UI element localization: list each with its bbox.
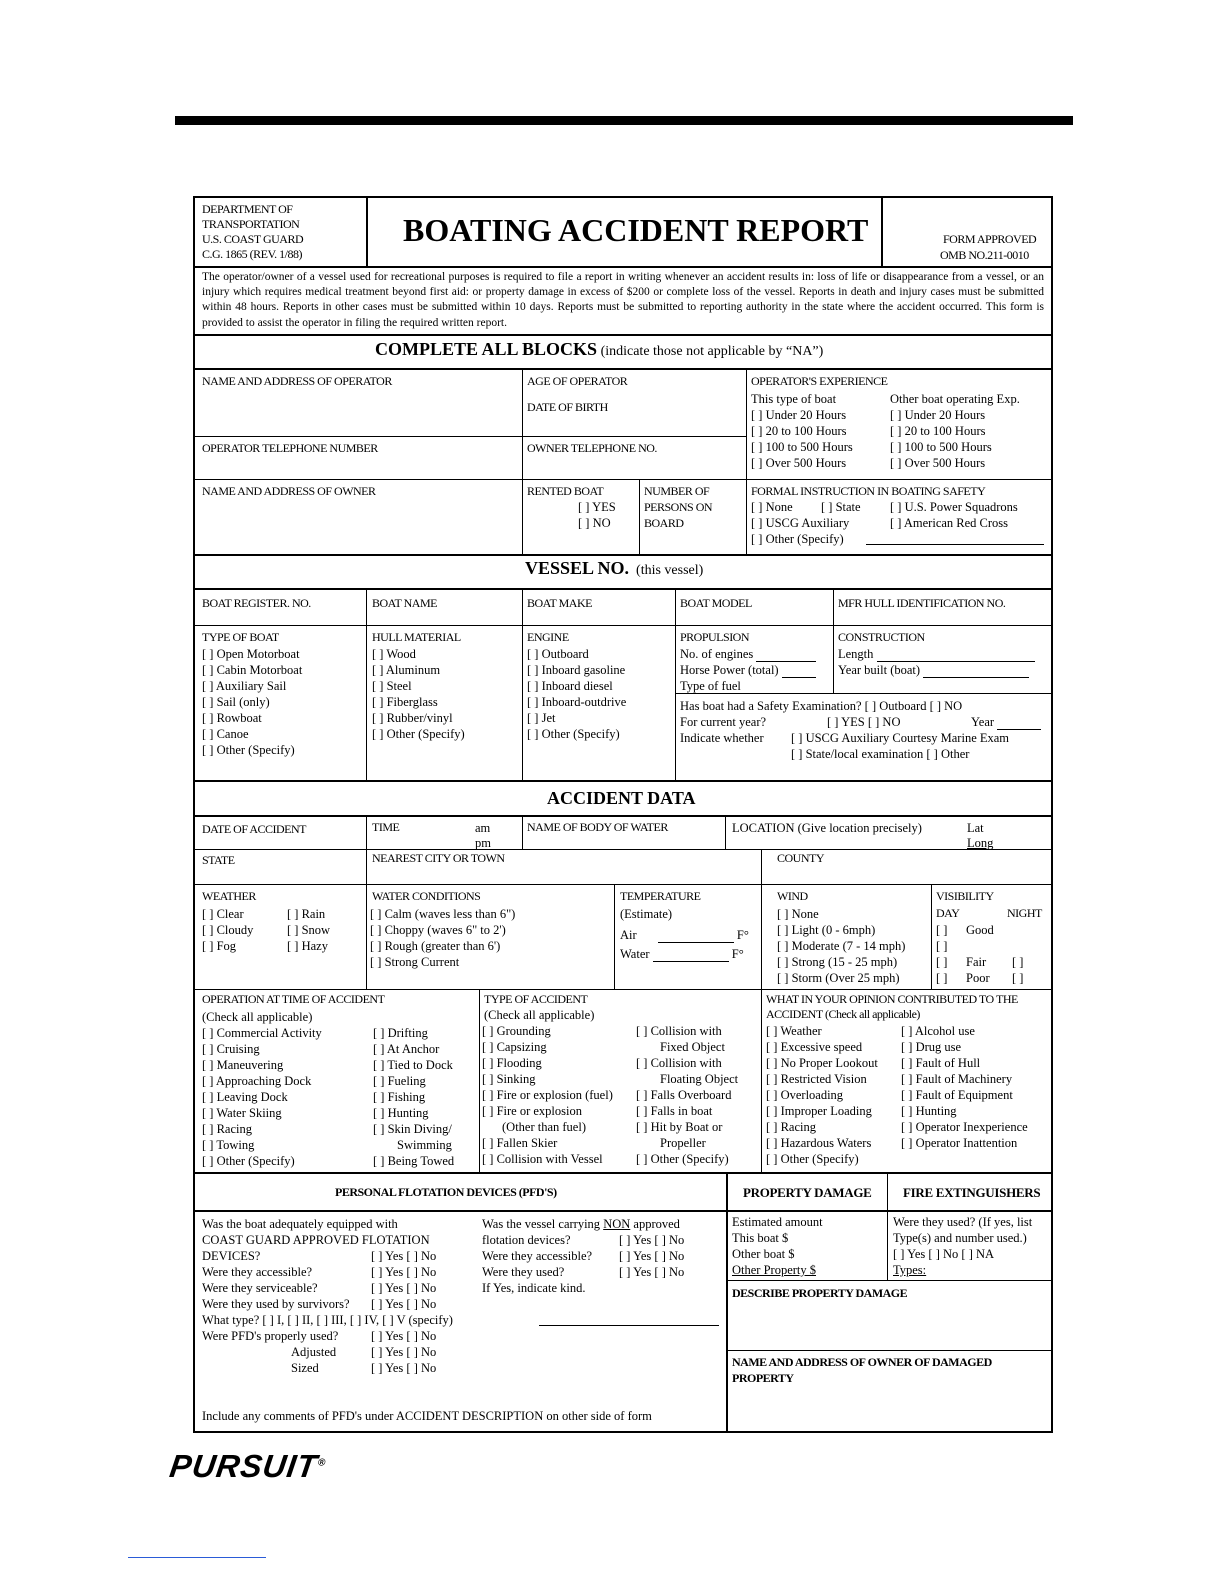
contributing-factor-option[interactable]: [ ] Operator Inattention: [901, 1136, 1018, 1150]
nearest-city-label: NEAREST CITY OR TOWN: [372, 851, 505, 865]
exam-year[interactable]: [971, 714, 1041, 730]
other-experience-option[interactable]: [ ] Under 20 Hours: [890, 408, 986, 422]
wind-title: WIND: [777, 889, 808, 903]
persons-on-board-label: BOARD: [644, 516, 684, 530]
property-damage-line[interactable]: This boat $: [732, 1231, 789, 1245]
complete-all-blocks-bold: COMPLETE ALL BLOCKS: [375, 339, 598, 359]
other-experience-option[interactable]: [ ] 20 to 100 Hours: [890, 424, 986, 438]
water-temp-unit: F°: [731, 947, 744, 961]
pursuit-logo-text: PURSUIT: [167, 1448, 321, 1484]
top-rule: [175, 116, 1073, 125]
type-of-boat-option[interactable]: [ ] Canoe: [202, 727, 249, 741]
boat-register-no-label: BOAT REGISTER. NO.: [202, 596, 311, 610]
operation-option[interactable]: [ ] Water Skiing: [202, 1106, 282, 1120]
accident-type-option[interactable]: [ ] Hit by Boat or: [636, 1120, 723, 1134]
engine-option[interactable]: [ ] Inboard diesel: [527, 679, 613, 693]
non-approved-yes-no[interactable]: [ ] Yes [ ] No: [619, 1233, 685, 1247]
contributing-factor-option[interactable]: [ ] Fault of Hull: [901, 1056, 981, 1070]
weather-option[interactable]: [ ] Rain: [287, 907, 326, 921]
contributed-sub: ACCIDENT (Check all applicable): [766, 1007, 920, 1021]
pfd-adjusted-yes-no[interactable]: [ ] Yes [ ] No: [371, 1345, 437, 1359]
contributing-factor-option[interactable]: [ ] Other (Specify): [766, 1152, 859, 1166]
property-damage-line[interactable]: Other Property $: [732, 1263, 817, 1277]
propulsion-title: PROPULSION: [680, 630, 750, 644]
operation-option[interactable]: [ ] Fishing: [373, 1090, 426, 1104]
engine-option[interactable]: [ ] Outboard: [527, 647, 589, 661]
fire-extinguisher-lines: [893, 1214, 1032, 1278]
fire-extinguisher-line: Were they used? (If yes, list: [893, 1215, 1033, 1229]
body-of-water-label: NAME OF BODY OF WATER: [527, 820, 668, 834]
water-condition-option[interactable]: [ ] Rough (greater than 6'): [370, 939, 501, 953]
pfd-properly-used-yes-no[interactable]: [ ] Yes [ ] No: [371, 1329, 437, 1343]
operator-age-label: AGE OF OPERATOR: [527, 374, 628, 388]
accident-type-option[interactable]: [ ] Collision with: [636, 1024, 722, 1038]
water-conditions-title: WATER CONDITIONS: [372, 889, 481, 903]
exam-year-label: Year: [971, 715, 995, 729]
contributing-factor-option[interactable]: [ ] Drug use: [901, 1040, 962, 1054]
experience-option[interactable]: [ ] Under 20 Hours: [751, 408, 847, 422]
wind-option[interactable]: [ ] Strong (15 - 25 mph): [777, 955, 898, 969]
date-of-accident-label: DATE OF ACCIDENT: [202, 822, 307, 836]
contributing-factor-option[interactable]: [ ] Alcohol use: [901, 1024, 975, 1038]
uscg-courtesy-exam-option[interactable]: [ ] USCG Auxiliary Courtesy Marine Exam: [791, 731, 1010, 745]
type-of-accident-list-2: [636, 1023, 738, 1167]
experience-option[interactable]: [ ] 100 to 500 Hours: [751, 440, 853, 454]
contributing-factor-option[interactable]: [ ] No Proper Lookout: [766, 1056, 878, 1070]
other-experience-option[interactable]: [ ] Over 500 Hours: [890, 456, 986, 470]
vessel-no-heading: [525, 560, 703, 579]
operation-option[interactable]: [ ] Approaching Dock: [202, 1074, 312, 1088]
formal-instruction-title: FORMAL INSTRUCTION IN BOATING SAFETY: [751, 484, 986, 498]
pfd-footer-note: Include any comments of PFD's under ACCIDENT DESCRIPTION on other side of form: [202, 1409, 652, 1423]
accident-type-option[interactable]: [ ] Fallen Skier: [482, 1136, 558, 1150]
water-condition-option[interactable]: [ ] Choppy (waves 6" to 2'): [370, 923, 506, 937]
pfd-what-type[interactable]: What type? [ ] I, [ ] II, [ ] III, [ ] IV, [ ] V (specify): [202, 1313, 453, 1327]
omb-number: OMB NO.211-0010: [940, 248, 1029, 262]
latitude-label: Lat: [967, 821, 984, 835]
weather-option[interactable]: [ ] Hazy: [287, 939, 328, 953]
engine-option[interactable]: [ ] Inboard gasoline: [527, 663, 626, 677]
year-built-field[interactable]: [923, 677, 1029, 678]
pfd-right-answers: [619, 1232, 684, 1280]
property-damage-line: Estimated amount: [732, 1215, 823, 1229]
pfd-question: Was the boat adequately equipped with: [202, 1217, 398, 1231]
pfd-yes-no[interactable]: [ ] Yes [ ] No: [371, 1297, 437, 1311]
visibility-day: DAY: [936, 906, 960, 920]
air-temp[interactable]: [620, 927, 749, 943]
hull-material-option[interactable]: [ ] Wood: [372, 647, 416, 661]
operator-telephone-label: OPERATOR TELEPHONE NUMBER: [202, 441, 378, 455]
operation-title: OPERATION AT TIME OF ACCIDENT: [202, 992, 385, 1006]
operation-option[interactable]: [ ] Racing: [202, 1122, 252, 1136]
non-approved-question: [482, 1216, 680, 1232]
contributing-factor-option[interactable]: [ ] Excessive speed: [766, 1040, 863, 1054]
vessel-no-bold: VESSEL NO.: [525, 558, 630, 578]
boat-name-label: BOAT NAME: [372, 596, 437, 610]
contributed-list-1: [766, 1023, 878, 1167]
accident-type-option[interactable]: [ ] Capsizing: [482, 1040, 547, 1054]
weather-option[interactable]: [ ] Clear: [202, 907, 244, 921]
accident-type-option[interactable]: [ ] Fire or explosion: [482, 1104, 582, 1118]
year-built[interactable]: [838, 662, 1029, 678]
pfd-question: Were they accessible?: [202, 1265, 313, 1279]
air-temp-field[interactable]: [658, 942, 734, 943]
water-condition-option[interactable]: [ ] Calm (waves less than 6"): [370, 907, 516, 921]
non-approved-question-b: approved: [630, 1217, 680, 1231]
non-approved-yes-no[interactable]: [ ] Yes [ ] No: [619, 1265, 685, 1279]
accident-type-option-cont: (Other than fuel): [502, 1120, 586, 1134]
wind-list: [777, 906, 905, 986]
temperature-estimate: (Estimate): [620, 907, 673, 921]
pfd-yes-no[interactable]: [ ] Yes [ ] No: [371, 1281, 437, 1295]
engine-option[interactable]: [ ] Inboard-outdrive: [527, 695, 627, 709]
experience-option[interactable]: [ ] Over 500 Hours: [751, 456, 847, 470]
visibility-day-good[interactable]: [ ]: [936, 923, 948, 937]
water-temp-label: Water: [620, 947, 650, 961]
state-label: STATE: [202, 853, 235, 867]
vessel-no-note: (this vessel): [636, 563, 704, 578]
date-of-birth-label: DATE OF BIRTH: [527, 400, 608, 414]
pfd-question: Were they serviceable?: [202, 1281, 318, 1295]
pfd-adjusted: Adjusted: [291, 1345, 337, 1359]
water-temp[interactable]: [620, 946, 744, 962]
visibility-night-poor[interactable]: [ ]: [1012, 971, 1024, 985]
boat-make-label: BOAT MAKE: [527, 596, 592, 610]
air-temp-label: Air: [620, 928, 637, 942]
rented-no-checkbox[interactable]: [ ] NO: [578, 516, 611, 530]
contributing-factor-option[interactable]: [ ] Operator Inexperience: [901, 1120, 1028, 1134]
operation-option[interactable]: [ ] Leaving Dock: [202, 1090, 288, 1104]
type-of-boat-option[interactable]: [ ] Auxiliary Sail: [202, 679, 287, 693]
indicate-whether-label: Indicate whether: [680, 731, 764, 745]
accident-type-option[interactable]: [ ] Falls in boat: [636, 1104, 713, 1118]
engine-title: ENGINE: [527, 630, 569, 644]
fire-extinguishers-title: FIRE EXTINGUISHERS: [903, 1185, 1041, 1200]
complete-all-blocks: [375, 341, 823, 360]
complete-all-blocks-note: (indicate those not applicable by “NA”): [597, 344, 824, 359]
type-of-boat-option[interactable]: [ ] Sail (only): [202, 695, 270, 709]
am-option[interactable]: am: [475, 821, 491, 835]
non-approved-yes-no[interactable]: [ ] Yes [ ] No: [619, 1249, 685, 1263]
accident-type-option[interactable]: [ ] Other (Specify): [636, 1152, 729, 1166]
intro-paragraph: The operator/owner of a vessel used for recreational purposes is required to file a report in writing whenever an accident results in: loss of life or disappearance from a vessel, or an injury which requires medical treatment beyond first aid: or property damage in excess of $200 or complete loss of the vessel. Reports in death and injury cases must be submitted within 48 hours. Reports in other cases must be submitted within 10 days. Reports must be submitted to reporting authority in the state where the accident occurred. This form is provided to assist the operator in filing the required written report.: [202, 271, 1044, 329]
rented-boat-label: RENTED BOAT: [527, 484, 604, 498]
horse-power-label: Horse Power (total): [680, 663, 779, 677]
hull-material-option[interactable]: [ ] Other (Specify): [372, 727, 465, 741]
fire-extinguisher-line: Type(s) and number used.): [893, 1231, 1027, 1245]
visibility-night: NIGHT: [1007, 906, 1042, 920]
operation-option[interactable]: [ ] Being Towed: [373, 1154, 455, 1168]
hull-material-option[interactable]: [ ] Fiberglass: [372, 695, 438, 709]
type-of-boat-list: [202, 646, 302, 758]
engine-option[interactable]: [ ] Jet: [527, 711, 556, 725]
no-of-engines[interactable]: [680, 646, 816, 662]
pfd-sized-yes-no[interactable]: [ ] Yes [ ] No: [371, 1361, 437, 1375]
length[interactable]: [838, 646, 1035, 662]
length-label: Length: [838, 647, 874, 661]
owner-name-address-label: NAME AND ADDRESS OF OWNER: [202, 484, 376, 498]
accident-type-option-cont: Fixed Object: [660, 1040, 725, 1054]
contributing-factor-option[interactable]: [ ] Weather: [766, 1024, 822, 1038]
weather-option[interactable]: [ ] Cloudy: [202, 923, 254, 937]
boating-accident-report-form: [193, 196, 1053, 1433]
experience-col2-head: Other boat operating Exp.: [890, 392, 1020, 406]
experience-option[interactable]: [ ] 20 to 100 Hours: [751, 424, 847, 438]
visibility-day-poor[interactable]: [ ]: [936, 971, 948, 985]
time-label: TIME: [372, 820, 400, 834]
instruction-power-squadrons[interactable]: [ ] U.S. Power Squadrons: [890, 500, 1018, 514]
accident-type-option[interactable]: [ ] Fire or explosion (fuel): [482, 1088, 613, 1102]
fire-extinguisher-line[interactable]: Types:: [893, 1263, 927, 1277]
operation-option[interactable]: [ ] Commercial Activity: [202, 1026, 322, 1040]
form-approved: FORM APPROVED: [943, 232, 1037, 246]
operation-option[interactable]: [ ] Skin Diving/: [373, 1122, 452, 1136]
contributing-factor-option[interactable]: [ ] Racing: [766, 1120, 816, 1134]
operation-option-cont: Swimming: [397, 1138, 452, 1152]
type-of-boat-option[interactable]: [ ] Cabin Motorboat: [202, 663, 303, 677]
wind-option[interactable]: [ ] Moderate (7 - 14 mph): [777, 939, 906, 953]
non-approved-label: Were they accessible?: [482, 1249, 593, 1263]
accident-type-option-cont: Propeller: [660, 1136, 706, 1150]
type-of-accident-title: TYPE OF ACCIDENT: [484, 992, 588, 1006]
visibility-poor-label: Poor: [966, 971, 990, 985]
year-built-label: Year built (boat): [838, 663, 921, 677]
operation-option[interactable]: [ ] Cruising: [202, 1042, 260, 1056]
accident-type-option-cont: Floating Object: [660, 1072, 739, 1086]
water-temp-field[interactable]: [653, 961, 729, 962]
rented-yes-checkbox[interactable]: [ ] YES: [578, 500, 616, 514]
persons-on-board-label: NUMBER OF: [644, 484, 710, 498]
instruction-state[interactable]: [ ] State: [821, 500, 861, 514]
type-of-boat-option[interactable]: [ ] Open Motorboat: [202, 647, 300, 661]
pm-option[interactable]: pm: [475, 836, 491, 850]
pfd-title: PERSONAL FLOTATION DEVICES (PFD'S): [335, 1185, 557, 1199]
accident-type-option[interactable]: [ ] Sinking: [482, 1072, 536, 1086]
type-of-fuel[interactable]: [680, 678, 820, 694]
agency-line-3: U.S. COAST GUARD: [202, 232, 304, 246]
horse-power[interactable]: [680, 662, 816, 678]
contributed-list-2: [901, 1023, 1028, 1151]
non-approved-label: flotation devices?: [482, 1233, 571, 1247]
pfd-sized: Sized: [291, 1361, 319, 1375]
other-experience-option[interactable]: [ ] 100 to 500 Hours: [890, 440, 992, 454]
non-approved-label: If Yes, indicate kind.: [482, 1281, 586, 1295]
type-of-fuel-label: Type of fuel: [680, 679, 741, 693]
type-of-accident-list-1: [482, 1023, 613, 1167]
weather-option[interactable]: [ ] Fog: [202, 939, 237, 953]
contributing-factor-option[interactable]: [ ] Overloading: [766, 1088, 844, 1102]
non-approved-question-u: NON: [603, 1217, 631, 1231]
accident-type-option[interactable]: [ ] Collision with Vessel: [482, 1152, 603, 1166]
pfd-properly-used: Were PFD's properly used?: [202, 1329, 339, 1343]
pfd-yes-no[interactable]: [ ] Yes [ ] No: [371, 1265, 437, 1279]
water-condition-option[interactable]: [ ] Strong Current: [370, 955, 460, 969]
water-conditions-list: [370, 906, 515, 970]
location-label: LOCATION (Give location precisely): [732, 821, 922, 835]
no-of-engines-label: No. of engines: [680, 647, 754, 661]
operator-experience-title: OPERATOR'S EXPERIENCE: [751, 374, 888, 388]
contributing-factor-option[interactable]: [ ] Improper Loading: [766, 1104, 872, 1118]
property-damage-title: PROPERTY DAMAGE: [743, 1185, 872, 1200]
air-temp-unit: F°: [736, 928, 749, 942]
hull-material-title: HULL MATERIAL: [372, 630, 461, 644]
accident-data-heading: ACCIDENT DATA: [547, 788, 696, 808]
agency-line-2: TRANSPORTATION: [202, 217, 300, 231]
type-of-boat-title: TYPE OF BOAT: [202, 630, 279, 644]
accident-type-option[interactable]: [ ] Collision with: [636, 1056, 722, 1070]
temperature-title: TEMPERATURE: [620, 889, 701, 903]
visibility-day-fair[interactable]: [ ]: [936, 955, 948, 969]
experience-col1-head: This type of boat: [751, 392, 837, 406]
fire-extinguisher-line[interactable]: [ ] Yes [ ] No [ ] NA: [893, 1247, 995, 1261]
engine-list: [527, 646, 626, 742]
pfd-yes-no[interactable]: [ ] Yes [ ] No: [371, 1249, 437, 1263]
pfd-right-labels: [482, 1232, 592, 1296]
instruction-other[interactable]: [ ] Other (Specify): [751, 532, 844, 546]
hull-material-option[interactable]: [ ] Aluminum: [372, 663, 441, 677]
accident-type-option[interactable]: [ ] Falls Overboard: [636, 1088, 732, 1102]
agency-line-1: DEPARTMENT OF: [202, 202, 293, 216]
construction-title: CONSTRUCTION: [838, 630, 925, 644]
non-approved-label: Were they used?: [482, 1265, 565, 1279]
owner-telephone-label: OWNER TELEPHONE NO.: [527, 441, 657, 455]
instruction-uscg-auxiliary[interactable]: [ ] USCG Auxiliary: [751, 516, 850, 530]
weather-option[interactable]: [ ] Snow: [287, 923, 331, 937]
contributing-factor-option[interactable]: [ ] Hazardous Waters: [766, 1136, 872, 1150]
boat-model-label: BOAT MODEL: [680, 596, 752, 610]
describe-property-damage-label: DESCRIBE PROPERTY DAMAGE: [732, 1286, 908, 1300]
instruction-none[interactable]: [ ] None: [751, 500, 793, 514]
visibility-good-label: Good: [966, 923, 994, 937]
contributing-factor-option[interactable]: [ ] Hunting: [901, 1104, 957, 1118]
page-bottom-line: [128, 1557, 266, 1558]
operation-option[interactable]: [ ] Hunting: [373, 1106, 429, 1120]
weather-title: WEATHER: [202, 889, 256, 903]
type-of-boat-option[interactable]: [ ] Rowboat: [202, 711, 262, 725]
owner-damaged-property-label: PROPERTY: [732, 1371, 794, 1385]
wind-option[interactable]: [ ] None: [777, 907, 819, 921]
type-of-accident-sub: (Check all applicable): [484, 1008, 595, 1022]
contributing-factor-option[interactable]: [ ] Fault of Machinery: [901, 1072, 1013, 1086]
operation-list-2: [373, 1025, 454, 1169]
owner-damaged-property-label: NAME AND ADDRESS OF OWNER OF DAMAGED: [732, 1355, 992, 1369]
pfd-question: Were they used by survivors?: [202, 1297, 350, 1311]
accident-type-option[interactable]: [ ] Grounding: [482, 1024, 551, 1038]
operation-option[interactable]: [ ] Other (Specify): [202, 1154, 295, 1168]
contributed-title: WHAT IN YOUR OPINION CONTRIBUTED TO THE: [766, 992, 1018, 1006]
wind-option[interactable]: [ ] Light (0 - 6mph): [777, 923, 876, 937]
visibility-day-extra[interactable]: [ ]: [936, 939, 948, 953]
current-year-yes-no[interactable]: [ ] YES [ ] NO: [827, 715, 901, 729]
persons-on-board-label: PERSONS ON: [644, 500, 713, 514]
registered-mark: ®: [317, 1457, 328, 1469]
contributing-factor-option[interactable]: [ ] Fault of Equipment: [901, 1088, 1013, 1102]
non-approved-question-a: Was the vessel carrying: [482, 1217, 604, 1231]
visibility-title: VISIBILITY: [936, 889, 994, 903]
hull-material-option[interactable]: [ ] Steel: [372, 679, 412, 693]
operation-list-1: [202, 1025, 322, 1169]
property-damage-lines: [732, 1214, 823, 1278]
form-title: BOATING ACCIDENT REPORT: [403, 212, 869, 248]
hull-id-label: MFR HULL IDENTIFICATION NO.: [838, 596, 1006, 610]
safety-exam-question[interactable]: Has boat had a Safety Examination? [ ] Outboard [ ] NO: [680, 699, 963, 713]
state-local-exam-option[interactable]: [ ] State/local examination [ ] Other: [791, 747, 970, 761]
operation-option[interactable]: [ ] Fueling: [373, 1074, 426, 1088]
wind-option[interactable]: [ ] Storm (Over 25 mph): [777, 971, 900, 985]
pfd-question: DEVICES?: [202, 1249, 261, 1263]
engine-option[interactable]: [ ] Other (Specify): [527, 727, 620, 741]
operation-option[interactable]: [ ] Maneuvering: [202, 1058, 284, 1072]
instruction-red-cross[interactable]: [ ] American Red Cross: [890, 516, 1009, 530]
contributing-factor-option[interactable]: [ ] Restricted Vision: [766, 1072, 867, 1086]
operation-option[interactable]: [ ] Drifting: [373, 1026, 428, 1040]
visibility-night-fair[interactable]: [ ]: [1012, 955, 1024, 969]
operation-sub: (Check all applicable): [202, 1010, 313, 1024]
hull-material-option[interactable]: [ ] Rubber/vinyl: [372, 711, 453, 725]
longitude-label: Long: [967, 836, 994, 850]
pursuit-logo: [167, 1448, 328, 1485]
pfd-left-answers: [371, 1248, 436, 1312]
operation-option[interactable]: [ ] Tied to Dock: [373, 1058, 453, 1072]
county-label: COUNTY: [777, 851, 824, 865]
operation-option[interactable]: [ ] At Anchor: [373, 1042, 440, 1056]
property-damage-line[interactable]: Other boat $: [732, 1247, 795, 1261]
form-number: C.G. 1865 (REV. 1/88): [202, 247, 302, 261]
pfd-question: COAST GUARD APPROVED FLOTATION: [202, 1233, 430, 1247]
type-of-boat-option[interactable]: [ ] Other (Specify): [202, 743, 295, 757]
accident-type-option[interactable]: [ ] Flooding: [482, 1056, 542, 1070]
current-year-question: For current year?: [680, 715, 767, 729]
operation-option[interactable]: [ ] Towing: [202, 1138, 255, 1152]
visibility-fair-label: Fair: [966, 955, 987, 969]
hull-material-list: [372, 646, 465, 742]
operator-name-address-label: NAME AND ADDRESS OF OPERATOR: [202, 374, 392, 388]
